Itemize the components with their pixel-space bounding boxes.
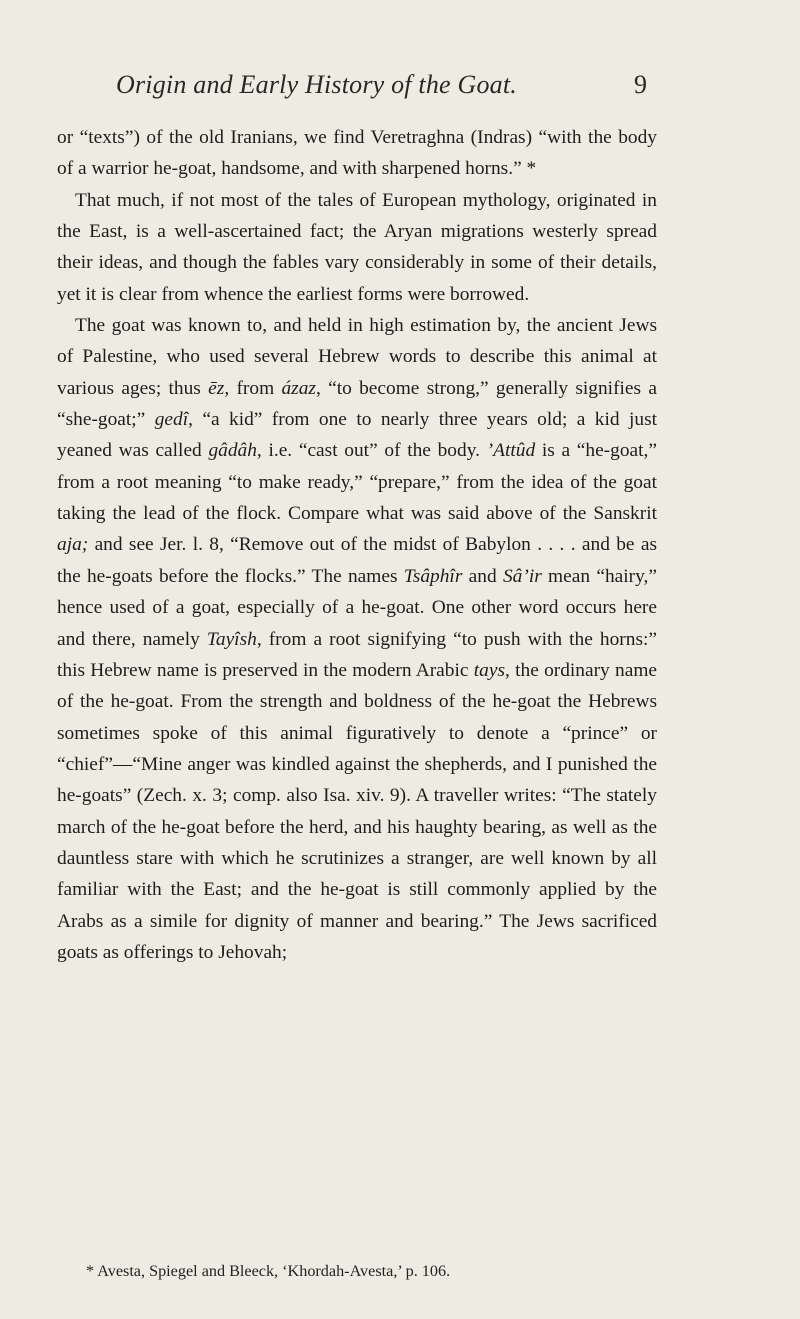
italic-term: Tsâphîr: [403, 565, 463, 587]
page-number: 9: [634, 70, 647, 99]
italic-term: ázaz: [281, 377, 316, 399]
italic-term: ’Attûd: [486, 440, 536, 462]
text-run: and: [462, 565, 503, 587]
italic-term: gâdâh: [208, 440, 257, 462]
italic-term: Sâ’ir: [502, 565, 542, 587]
body-text: [57, 122, 657, 968]
paragraph: [57, 185, 657, 310]
text-run: , “a kid” from one to nearly three years old; a kid just yeaned was called: [57, 409, 657, 462]
footnote: * Avesta, Spiegel and Bleeck, ‘Khordah-Avesta,’ p. 106.: [86, 1262, 451, 1280]
text-run: , i.e. “cast out” of the body.: [256, 440, 487, 462]
text-run: , from a root signifying “to push with the horns:” this Hebrew name is preserved in the modern Arabic: [57, 628, 657, 681]
paragraph: [57, 310, 657, 968]
text-run: , the ordinary name of the he-goat. From the strength and boldness of the he-goat the Hebrews sometimes spoke of this animal figuratively to denote a “prince” or “chief”—“Mine anger was kindled against the shepherds, and I punished the he-goats” (Zech. x. 3; comp. also Isa. xiv. 9). A traveller writes: “The stately march of the he-goat before the herd, and his haughty bearing, as well as the dauntless stare with which he scrutinizes a stranger, are well known by all familiar with the East; and the he-goat is still commonly applied by the Arabs as a simile for dignity of manner and bearing.” The Jews sacrificed goats as offerings to Jehovah;: [57, 659, 658, 963]
italic-term: tays: [473, 659, 505, 681]
text-run: That much, if not most of the tales of European mythology, originated in the East, is a well-ascertained fact; the Aryan migrations westerly spread their ideas, and though the fables vary considerably in some of their details, yet it is clear from whence the earliest forms were borrowed.: [57, 189, 657, 305]
running-title: Origin and Early History of the Goat.: [116, 70, 517, 99]
text-run: or “texts”) of the old Iranians, we find Veretraghna (Indras) “with the body of a warrior he-goat, handsome, and with sharpened horns.” *: [57, 127, 657, 180]
text-run: , “to become strong,” generally signifies a “she-goat;”: [57, 377, 657, 431]
italic-term: gedî: [154, 409, 189, 431]
italic-term: ēz: [208, 377, 225, 399]
text-run: , from: [224, 377, 282, 399]
paragraph: [57, 122, 657, 185]
text-run: and see Jer. l. 8, “Remove out of the midst of Babylon . . . . and be as the he-goats before the flocks.” The names: [57, 534, 657, 587]
text-run: is a “he-goat,” from a root meaning “to make ready,” “prepare,” from the idea of the goat taking the lead of the flock. Compare what was said above of the Sanskrit: [57, 440, 657, 525]
italic-term: aja;: [57, 534, 89, 556]
italic-term: Tayîsh: [206, 628, 257, 650]
text-run: The goat was known to, and held in high estimation by, the ancient Jews of Palestine, who used several Hebrew words to describe this animal at various ages; thus: [57, 315, 657, 399]
text-run: mean “hairy,” hence used of a goat, especially of a he-goat. One other word occurs here and there, namely: [57, 565, 657, 650]
